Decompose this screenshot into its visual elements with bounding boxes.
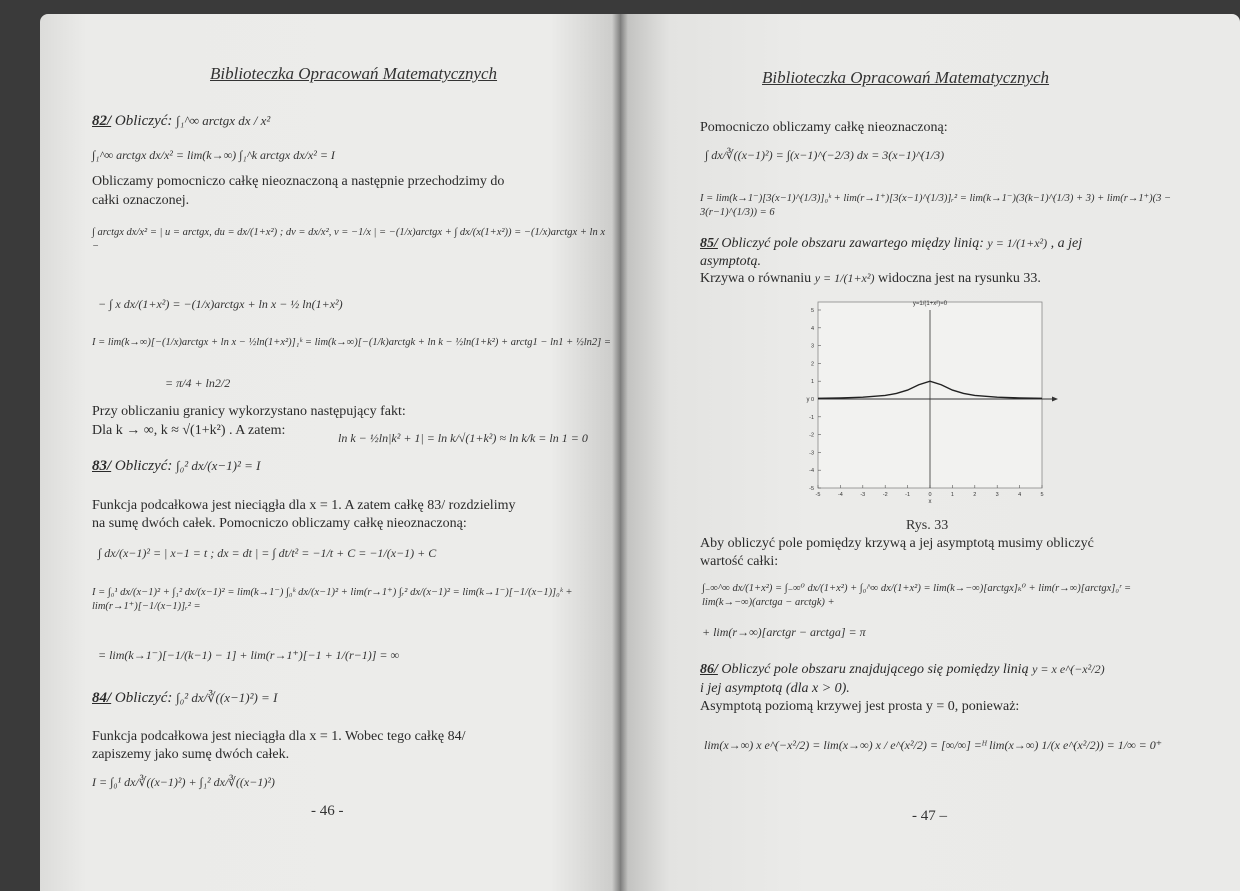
x-tick-label: -5: [815, 492, 821, 498]
eq-85b: + lim(r→∞)[arctgr − arctga] = π: [702, 625, 866, 639]
x-tick-label: 5: [1040, 492, 1044, 498]
book-gutter: [612, 14, 628, 891]
exercise-86-line2: i jej asymptotą (dla x > 0).: [700, 681, 850, 696]
text-82a: Obliczamy pomocniczo całkę nieoznaczoną a następnie przechodzimy do: [92, 174, 505, 189]
text-83b: na sumę dwóch całek. Pomocniczo obliczamy całkę nieoznaczoną:: [92, 516, 467, 531]
exercise-84-number: 84/: [92, 690, 112, 706]
eq-85a: ∫₋∞^∞ dx/(1+x²) = ∫₋∞⁰ dx/(1+x²) + ∫₀^∞ dx/(1+x²) = lim(k→−∞)[arctgx]ₖ⁰ + lim(r→∞)[arctgx]₀ʳ = lim(k→−∞)(arctga − arctgk) +: [702, 583, 1132, 608]
exercise-83-heading: [92, 458, 260, 475]
x-tick-label: 0: [928, 492, 932, 498]
x-tick-label: 2: [973, 492, 977, 498]
y-tick-label: 5: [810, 308, 814, 314]
text-82d: Dla k → ∞, k ≈ √(1+k²) . A zatem:: [92, 423, 286, 438]
exercise-84-heading: [92, 690, 277, 707]
exercise-84-title: Obliczyć:: [114, 690, 173, 706]
text-84c: Pomocniczo obliczamy całkę nieoznaczoną:: [700, 120, 948, 135]
left-page-header: Biblioteczka Opracowań Matematycznych: [210, 64, 498, 83]
text-84b: zapiszemy jako sumę dwóch całek.: [92, 747, 290, 762]
text-83a: Funkcja podcałkowa jest nieciągła dla x = 1. A zatem całkę 83/ rozdzielimy: [92, 498, 516, 513]
figure-caption: Rys. 33: [906, 518, 949, 533]
x-tick-label: -2: [882, 492, 888, 498]
text-85a: [700, 271, 1041, 287]
text-85b: widoczna jest na rysunku 33.: [877, 271, 1041, 286]
eq-83c: = lim(k→1⁻)[−1/(k−1) − 1] + lim(r→1⁺)[−1 + 1/(r−1)] = ∞: [98, 648, 400, 662]
exercise-86-formula: y = x e^(−x²/2): [1032, 662, 1105, 676]
y-tick-label: -1: [809, 414, 814, 421]
eq-82c: − ∫ x dx/(1+x²) = −(1/x)arctgx + ln x − ½ ln(1+x²): [98, 297, 343, 311]
y-tick-label: 3: [810, 343, 814, 350]
text-86a: Asymptotą poziomą krzywej jest prosta y = 0, ponieważ:: [700, 699, 1020, 714]
exercise-82-title: Obliczyć:: [114, 113, 173, 129]
exercise-83-integral: ∫₀² dx/(x−1)² = I: [176, 458, 261, 473]
x-tick-label: -1: [905, 492, 911, 498]
exercise-83-number: 83/: [92, 458, 112, 474]
left-page-number: - 46 -: [311, 803, 344, 819]
eq-84a: I = ∫₀¹ dx/∛((x−1)²) + ∫₁² dx/∛((x−1)²): [92, 775, 275, 789]
eq-83a: ∫ dx/(x−1)² = | x−1 = t ; dx = dt | = ∫ dt/t² = −1/t + C = −1/(x−1) + C: [98, 546, 437, 560]
right-page-header: Biblioteczka Opracowań Matematycznych: [762, 68, 1050, 87]
x-tick-label: 4: [1018, 492, 1022, 498]
x-axis-arrow-icon: [1052, 397, 1058, 402]
text-85d: wartość całki:: [700, 554, 779, 569]
y-tick-label: -2: [809, 432, 814, 439]
text-85c: Aby obliczyć pole pomiędzy krzywą a jej asymptotą musimy obliczyć: [700, 536, 1094, 551]
exercise-85-number: 85/: [700, 236, 718, 251]
eq-83b: I = ∫₀¹ dx/(x−1)² + ∫₁² dx/(x−1)² = lim(k→1⁻) ∫₀ᵏ dx/(x−1)² + lim(r→1⁺) ∫ᵣ² dx/(x−1)² = lim(k→1⁻)[−1/(x−1)]₀ᵏ + lim(r→1⁺)[−1/(x−1)]ᵣ² =: [92, 587, 573, 612]
text-84a: Funkcja podcałkowa jest nieciągła dla x = 1. Wobec tego całkę 84/: [92, 729, 466, 744]
exercise-86-number: 86/: [700, 662, 718, 677]
x-axis-label: x: [928, 499, 932, 505]
chart-title: y=1/(1+x²)=0: [912, 301, 948, 307]
eq-82b: ∫ arctgx dx/x² = | u = arctgx, du = dx/(1+x²) ; dv = dx/x², v = −1/x | = −(1/x)arctgx + ∫ dx/(x(1+x²)) = −(1/x)arctgx + ln x −: [92, 227, 606, 252]
exercise-86-title: Obliczyć pole obszaru znajdującego się pomiędzy linią: [721, 662, 1029, 677]
y-tick-label: -5: [809, 486, 814, 492]
y-tick-label: 1: [810, 379, 814, 386]
x-tick-label: 3: [995, 492, 999, 498]
text-85a-label: Krzywa o równaniu: [700, 271, 812, 286]
eq-84b: ∫ dx/∛((x−1)²) = ∫(x−1)^(−2/3) dx = 3(x−1)^(1/3): [705, 148, 945, 162]
text-82b: całki oznaczonej.: [92, 193, 190, 208]
figure-33-chart: [800, 296, 1060, 511]
eq-86a: lim(x→∞) x e^(−x²/2) = lim(x→∞) x / e^(x²/2) = [∞/∞] =ᴴ lim(x→∞) 1/(x e^(x²/2)) = 1/∞ = 0⁺: [704, 738, 1163, 752]
eq-82f: ln k − ½ln|k² + 1| = ln k/√(1+k²) ≈ ln k/k = ln 1 = 0: [338, 431, 588, 445]
exercise-82-number: 82/: [92, 113, 112, 129]
text-85a-formula: y = 1/(1+x²): [814, 271, 875, 285]
exercise-85-tail2: asymptotą.: [700, 254, 762, 269]
y-tick-label: -3: [809, 450, 814, 457]
exercise-85-title: Obliczyć pole obszaru zawartego między linią:: [721, 236, 984, 251]
eq-82a: ∫₁^∞ arctgx dx/x² = lim(k→∞) ∫₁^k arctgx dx/x² = I: [92, 148, 335, 162]
text-82c: Przy obliczaniu granicy wykorzystano następujący fakt:: [92, 404, 406, 419]
y-tick-label: 0: [810, 397, 814, 403]
exercise-83-title: Obliczyć:: [114, 458, 173, 474]
y-tick-label: 2: [810, 361, 814, 368]
exercise-86-heading: [700, 662, 1105, 678]
exercise-82-heading: [92, 113, 270, 130]
exercise-84-integral: ∫₀² dx/∛((x−1)²) = I: [176, 690, 278, 705]
eq-82d: I = lim(k→∞)[−(1/x)arctgx + ln x − ½ln(1+x²)]₁ᵏ = lim(k→∞)[−(1/k)arctgk + ln k − ½ln(1+k²) + arctg1 − ln1 + ½ln2] =: [92, 337, 611, 348]
right-page-number: - 47 –: [912, 808, 947, 824]
x-tick-label: -4: [837, 492, 843, 498]
y-axis-label: y: [806, 397, 810, 403]
exercise-82-integral: ∫₁^∞ arctgx dx / x²: [176, 113, 271, 128]
y-tick-label: 4: [810, 325, 814, 332]
exercise-85-formula: y = 1/(1+x²): [987, 236, 1048, 250]
x-tick-label: 1: [950, 492, 954, 498]
exercise-85-tail: , a jej: [1050, 236, 1083, 251]
y-tick-label: -4: [809, 468, 814, 475]
exercise-85-heading: [700, 236, 1082, 252]
eq-84c: I = lim(k→1⁻)[3(x−1)^(1/3)]₀ᵏ + lim(r→1⁺)[3(x−1)^(1/3)]ᵣ² = lim(k→1⁻)(3(k−1)^(1/3) + 3) + lim(r→1⁺)(3 − 3(r−1)^(1/3)) = 6: [700, 193, 1172, 218]
x-tick-label: -3: [860, 492, 866, 498]
eq-82e: = π/4 + ln2/2: [165, 376, 231, 390]
